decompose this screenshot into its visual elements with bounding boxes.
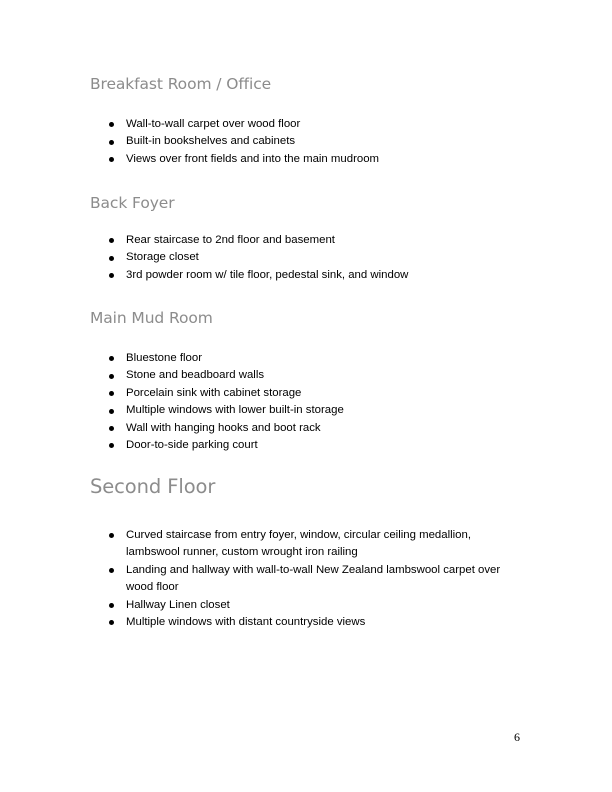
list-item: Wall-to-wall carpet over wood floor	[0, 116, 506, 133]
bullet-icon	[109, 568, 114, 573]
page-number: 6	[514, 730, 520, 744]
section-heading-second-floor: Second Floor	[90, 475, 216, 498]
bullet-icon	[109, 140, 114, 145]
list-item: Rear staircase to 2nd floor and basement	[0, 232, 506, 249]
list-item: Stone and beadboard walls	[0, 367, 506, 384]
bullet-icon	[109, 391, 114, 396]
list-item: 3rd powder room w/ tile floor, pedestal sink, and window	[0, 267, 506, 284]
bullet-list-second-floor	[0, 527, 506, 631]
bullet-icon	[109, 426, 114, 431]
list-item: Curved staircase from entry foyer, window, circular ceiling medallion, lambswool runner, custom wrought iron railing	[0, 527, 506, 562]
bullet-icon	[109, 533, 114, 538]
list-item: Built-in bookshelves and cabinets	[0, 133, 506, 150]
bullet-icon	[109, 620, 114, 625]
list-item: Door-to-side parking court	[0, 437, 506, 454]
bullet-icon	[109, 273, 114, 278]
section-heading-back-foyer: Back Foyer	[90, 194, 175, 212]
list-item: Multiple windows with lower built-in storage	[0, 402, 506, 419]
list-item: Multiple windows with distant countryside views	[0, 614, 506, 631]
bullet-list-breakfast-room	[0, 116, 506, 168]
bullet-icon	[109, 238, 114, 243]
list-item: Bluestone floor	[0, 350, 506, 367]
bullet-list-main-mud-room	[0, 350, 506, 454]
list-item: Landing and hallway with wall-to-wall New Zealand lambswool carpet over wood floor	[0, 562, 506, 597]
bullet-icon	[109, 374, 114, 379]
list-item: Hallway Linen closet	[0, 597, 506, 614]
list-item: Porcelain sink with cabinet storage	[0, 385, 506, 402]
bullet-list-back-foyer	[0, 232, 506, 284]
bullet-icon	[109, 122, 114, 127]
bullet-icon	[109, 256, 114, 261]
bullet-icon	[109, 409, 114, 414]
bullet-icon	[109, 157, 114, 162]
bullet-icon	[109, 603, 114, 608]
list-item: Wall with hanging hooks and boot rack	[0, 420, 506, 437]
list-item: Storage closet	[0, 249, 506, 266]
section-heading-main-mud-room: Main Mud Room	[90, 309, 213, 327]
section-heading-breakfast-room: Breakfast Room / Office	[90, 75, 272, 93]
list-item: Views over front fields and into the main mudroom	[0, 151, 506, 168]
bullet-icon	[109, 356, 114, 361]
bullet-icon	[109, 443, 114, 448]
